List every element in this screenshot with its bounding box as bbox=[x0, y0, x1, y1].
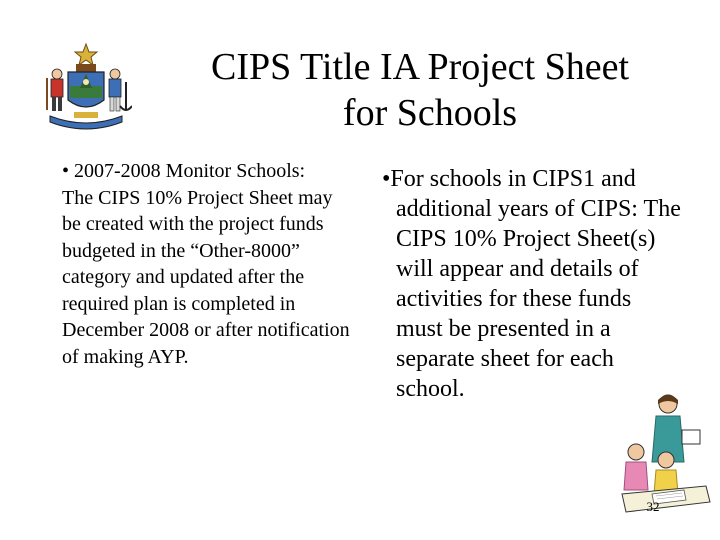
left-bullet-heading: • 2007-2008 Monitor Schools: bbox=[62, 160, 306, 182]
page-number: 32 bbox=[646, 499, 660, 514]
title-line-1: CIPS Title IA Project Sheet bbox=[210, 46, 630, 88]
left-body-text: The CIPS 10% Project Sheet may be created with the project funds budgeted in the “Other-8000” category and updated after the required plan is completed in December 2008 or after notification of making AYP. bbox=[62, 186, 350, 368]
state-seal-icon bbox=[40, 42, 132, 134]
left-column bbox=[62, 158, 354, 370]
right-bullet-list bbox=[382, 164, 682, 404]
right-column bbox=[382, 164, 682, 404]
title-line-2: for Schools bbox=[342, 92, 518, 134]
right-bullet-item: •For schools in CIPS1 and additional years of CIPS: The CIPS 10% Project Sheet(s) will appear and details of activities for these funds must be presented in a separate sheet for each school. bbox=[382, 166, 681, 402]
slide-title bbox=[140, 44, 700, 136]
